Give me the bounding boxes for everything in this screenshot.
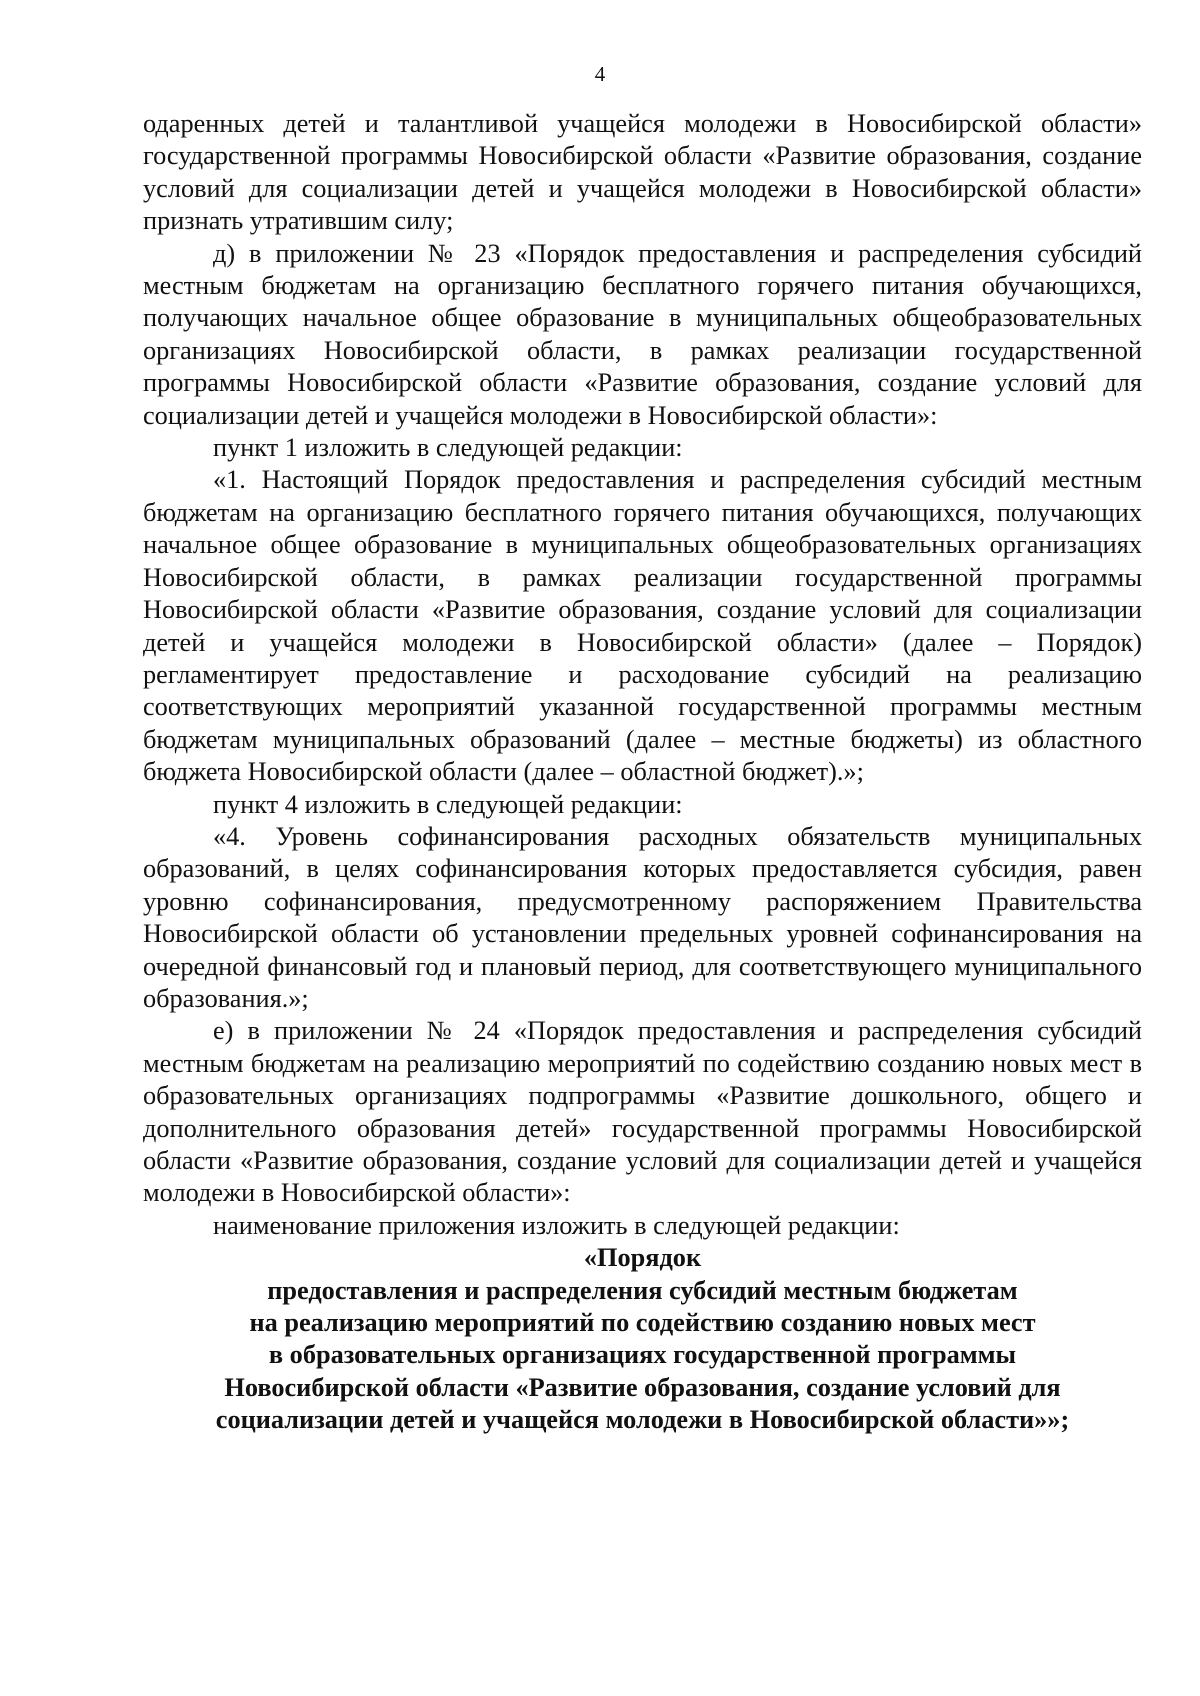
paragraph-point-1-intro: пункт 1 изложить в следующей редакции: bbox=[213, 433, 683, 463]
appendix-title-line: «Порядок bbox=[583, 1243, 702, 1273]
paragraph-point-4-text: «4. Уровень софинансирования расходных обязательств муниципальных образований, в целях софинансирования которых предоставляется субсидия, равен уровню софинансирования, предусмотренному распоряжением Правительства Новосибирской области об установлении предельных уровней софинансирования на очередной финансовый год и плановый период, для соответствующего муниципального образования.»; bbox=[143, 821, 1142, 1013]
paragraph-point-4-intro: пункт 4 изложить в следующей редакции: bbox=[213, 789, 683, 819]
paragraph-appendix-name-intro: наименование приложения изложить в следующей редакции: bbox=[213, 1210, 900, 1240]
paragraph-item-d: д) в приложении № 23 «Порядок предоставления и распределения субсидий местным бюджетам на организацию бесплатного горячего питания обучающихся, получающих начальное общее образование в муниципальных общеобразовательных организациях Новосибирской области, в рамках реализации государственной программы Новосибирской области «Развитие образования, создание условий для социализации детей и учащейся молодежи в Новосибирской области»: bbox=[143, 238, 1142, 430]
appendix-title-line: на реализацию мероприятий по содействию созданию новых мест bbox=[249, 1308, 1036, 1338]
paragraph-continuation: одаренных детей и талантливой учащейся молодежи в Новосибирской области» государственной программы Новосибирской области «Развитие образования, создание условий для социализации детей и учащейся молодежи в Новосибирской области» признать утратившим силу; bbox=[143, 109, 1142, 236]
paragraph-point-1-text: «1. Настоящий Порядок предоставления и распределения субсидий местным бюджетам на организацию бесплатного горячего питания обучающихся, получающих начальное общее образование в муниципальных общеобразовательных организациях Новосибирской области, в рамках реализации государственной программы Новосибирской области «Развитие образования, создание условий для социализации детей и учащейся молодежи в Новосибирской области» (далее – Порядок) регламентирует предоставление и расходование субсидий на реализацию соответствующих мероприятий указанной государственной программы местным бюджетам муниципальных образований (далее – местные бюджеты) из областного бюджета Новосибирской области (далее – областной бюджет).»; bbox=[143, 465, 1142, 787]
document-body bbox=[143, 108, 1142, 1437]
appendix-title-line: Новосибирской области «Развитие образования, создание условий для bbox=[224, 1372, 1061, 1402]
appendix-title-line: в образовательных организациях государственной программы bbox=[268, 1340, 1017, 1370]
page-number: 4 bbox=[594, 62, 606, 86]
appendix-title-line: социализации детей и учащейся молодежи в Новосибирской области»»; bbox=[215, 1405, 1070, 1435]
appendix-title-line: предоставления и распределения субсидий местным бюджетам bbox=[267, 1275, 1018, 1305]
appendix-title bbox=[143, 1242, 1142, 1436]
paragraph-item-e: е) в приложении № 24 «Порядок предоставления и распределения субсидий местным бюджетам на реализацию мероприятий по содействию созданию новых мест в образовательных организациях подпрограммы «Развитие дошкольного, общего и дополнительного образования детей» государственной программы Новосибирской области «Развитие образования, создание условий для социализации детей и учащейся молодежи в Новосибирской области»: bbox=[143, 1016, 1142, 1208]
